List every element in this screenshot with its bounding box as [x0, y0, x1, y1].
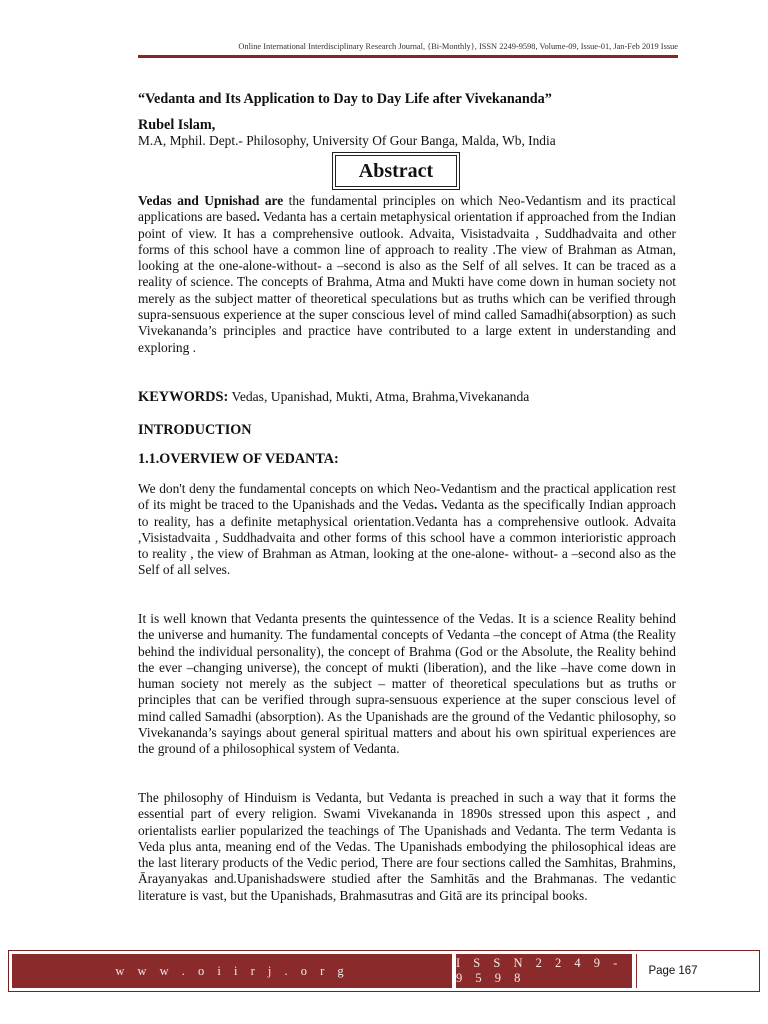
abstract-text-1: the fundamental principles on which Neo-Vedantism and its practical applications are based — [138, 193, 676, 225]
abstract-heading: Abstract — [335, 155, 457, 187]
keywords-line — [138, 389, 529, 406]
body-paragraph-3: The philosophy of Hinduism is Vedanta, but Vedanta is preached in such a way that it forms the essential part of every religion. Swami Vivekananda in 1890s stressed upon this aspect , and orientalists earlier popularized the teachings of The Upanishads and Vedanta. The term Vedanta is Veda plus anta, meaning end of the Vedas. The Upanishads embodying the philosophical ideas are the last literary products of the Vedic period, There are four sections called the Samhitas, Brahmins, Ārayanyakas and.Upanishadswere studied after the Samhitās and the Brahmanas. The vedantic literature is vast, but the Upanishads, Brahmasutras and Gitā are its principal books. — [138, 790, 676, 903]
footer-page-number — [636, 954, 709, 988]
footer-issn: I S S N 2 2 4 9 - 9 5 9 8 — [456, 954, 632, 988]
abstract-text-2: Vedanta has a certain metaphysical orientation if approached from the Indian point of view. It has a comprehensive outlook. Advaita, Visistadvaita , Suddhadvaita and other forms of this school have a common line of approach to reality .The view of Brahman as Atman, looking at the one-alone-without- a –second is also as the Self of all selves. It can be traced as a reality of science. The concepts of Brahma, Atma and Mukti have come down in human society not merely as the subject matter of theoretical speculations but as truths which can be verified through supra-sensuous experience at the super conscious level of mind called Samadhi(absorption) as such Vivekananda’s principles and practice have contributed to a large extent in understanding and exploring . — [138, 209, 677, 355]
section-heading-overview: 1.1.OVERVIEW OF VEDANTA: — [138, 451, 339, 467]
keywords-text: Vedas, Upanishad, Mukti, Atma, Brahma,Vivekananda — [228, 389, 530, 404]
page-footer — [8, 950, 760, 992]
body-paragraph-1 — [138, 481, 676, 579]
author-name: Rubel Islam, — [138, 117, 216, 133]
abstract-paragraph — [138, 193, 676, 356]
body-p1-period: . — [433, 497, 438, 513]
running-head: Online International Interdisciplinary Research Journal, {Bi-Monthly}, ISSN 2249-9598, Volume-09, Issue-01, Jan-Feb 2019 Issue — [238, 42, 678, 51]
abstract-heading-box — [332, 152, 460, 190]
header-rule — [138, 55, 678, 58]
footer-page-value: 167 — [678, 965, 698, 977]
body-paragraph-2: It is well known that Vedanta presents the quintessence of the Vedas. It is a science Reality behind the universe and humanity. The fundamental concepts of Vedanta –the concept of Atma (the Reality behind the individual personality), the concept of Brahma (God or the Absolute, the Reality behind the ever –changing universe), the concept of mukti (liberation), and the like –have come down in human society not merely as the subject – matter of theoretical speculations but as truths or principles that can be verified through supra-sensuous experience at the super conscious level of mind called Samadhi (absorption). As the Upanishads are the ground of the Vedantic philosophy, so Vivekananda’s sayings about general spiritual matters and about his own spiritual experiences are the ground of a philosophical system of Vedanta. — [138, 611, 676, 757]
body-p1-b: Vedanta as the specifically Indian approach to reality, has a definite metaphysical orientation.Vedanta has a comprehensive outlook. Advaita ,Visistadvaita , Suddhadvaita and other forms of this school have a common interioristic approach to reality , the view of Brahman as Atman, looking at the one-alone- without- a –second also as the Self of all selves. — [138, 497, 676, 578]
footer-page-label: Page — [648, 965, 676, 977]
footer-website: w w w . o i i r j . o r g — [12, 954, 452, 988]
paper-title: “Vedanta and Its Application to Day to Day Life after Vivekananda” — [138, 91, 552, 107]
section-heading-introduction: INTRODUCTION — [138, 422, 252, 438]
abstract-lead-bold: Vedas and Upnishad are — [138, 193, 284, 208]
body-p1-a: We don't deny the fundamental concepts on which Neo-Vedantism and the practical application rest of its might be traced to the Upanishads and the Vedas — [138, 481, 676, 513]
keywords-label: KEYWORDS: — [138, 389, 229, 405]
author-affiliation: M.A, Mphil. Dept.- Philosophy, University Of Gour Banga, Malda, Wb, India — [138, 133, 556, 148]
abstract-period: . — [256, 209, 260, 225]
